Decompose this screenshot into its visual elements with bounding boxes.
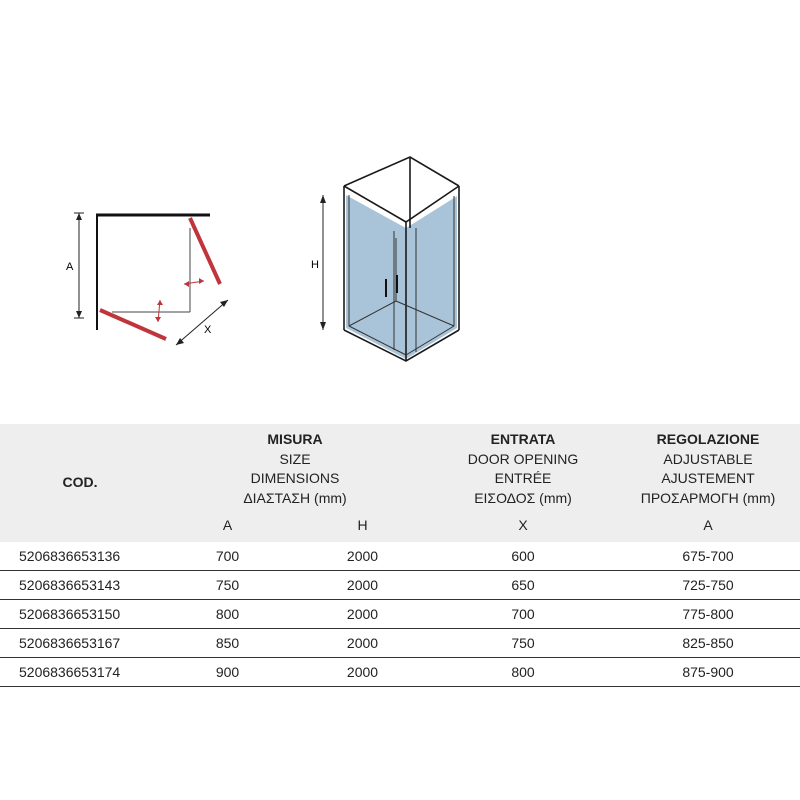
value-a: 750 <box>160 571 295 600</box>
subheader-h: H <box>295 508 430 542</box>
value-x: 750 <box>430 629 616 658</box>
adjust-header-title: REGOLAZIONE <box>656 431 760 447</box>
door-panel-front <box>100 310 166 339</box>
size-column-header <box>160 424 430 508</box>
adjust-column-header <box>616 424 800 508</box>
value-a: 800 <box>160 600 295 629</box>
table-row <box>0 629 800 658</box>
dimension-line-x <box>176 300 228 345</box>
value-x: 700 <box>430 600 616 629</box>
opening-header-line: ΕΙΣΟΔΟΣ (mm) <box>474 489 572 506</box>
code-column-header: COD. <box>0 424 160 542</box>
opening-header-line: ENTRÉE <box>494 470 552 486</box>
value-h: 2000 <box>295 542 430 571</box>
table-row <box>0 658 800 687</box>
subheader-x: X <box>430 508 616 542</box>
elevation-diagram <box>311 157 459 361</box>
plan-view-diagram <box>66 213 228 345</box>
subheader-adjust-a: A <box>616 508 800 542</box>
value-x: 650 <box>430 571 616 600</box>
value-h: 2000 <box>295 629 430 658</box>
value-adjust: 875-900 <box>616 658 800 687</box>
elevation-label-h: H <box>311 259 319 271</box>
value-h: 2000 <box>295 600 430 629</box>
opening-column-header <box>430 424 616 508</box>
value-adjust: 675-700 <box>616 542 800 571</box>
specifications-table <box>0 424 800 687</box>
product-code: 5206836653167 <box>0 629 160 658</box>
value-h: 2000 <box>295 658 430 687</box>
opening-header-line: DOOR OPENING <box>467 450 579 467</box>
value-adjust: 775-800 <box>616 600 800 629</box>
subheader-a: A <box>160 508 295 542</box>
table-header-row <box>0 424 800 508</box>
size-header-title: MISURA <box>267 431 323 447</box>
adjust-header-line: ADJUSTABLE <box>663 450 753 467</box>
product-code: 5206836653174 <box>0 658 160 687</box>
value-a: 850 <box>160 629 295 658</box>
size-header-line: SIZE <box>279 450 311 467</box>
value-a: 900 <box>160 658 295 687</box>
size-header-line: DIMENSIONS <box>250 470 340 486</box>
value-x: 800 <box>430 658 616 687</box>
product-code: 5206836653150 <box>0 600 160 629</box>
plan-label-x: X <box>204 324 212 336</box>
value-a: 700 <box>160 542 295 571</box>
value-x: 600 <box>430 542 616 571</box>
product-code: 5206836653136 <box>0 542 160 571</box>
value-h: 2000 <box>295 571 430 600</box>
adjust-header-line: ΠΡΟΣΑΡΜΟΓΗ (mm) <box>640 489 776 506</box>
door-panel-right <box>190 218 220 284</box>
value-adjust: 825-850 <box>616 629 800 658</box>
adjust-header-line: AJUSTEMENT <box>661 470 755 486</box>
opening-header-title: ENTRATA <box>490 431 556 447</box>
plan-label-a: A <box>66 261 74 273</box>
product-code: 5206836653143 <box>0 571 160 600</box>
table-row <box>0 542 800 571</box>
table-row <box>0 600 800 629</box>
size-header-line: ΔΙΑΣΤΑΣΗ (mm) <box>243 489 347 506</box>
table-row <box>0 571 800 600</box>
value-adjust: 725-750 <box>616 571 800 600</box>
